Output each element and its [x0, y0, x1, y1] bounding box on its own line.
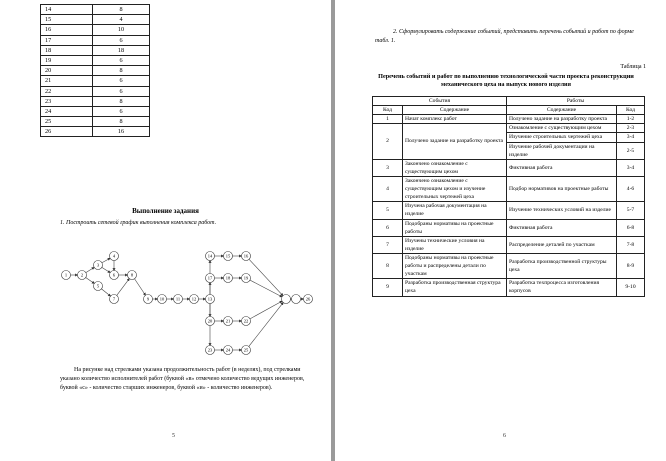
work-code-cell: 8-9	[617, 253, 645, 278]
work-content-cell: Изучение рабочей документации на изделие	[507, 142, 617, 159]
event-node	[292, 295, 301, 304]
event-node-label: 13	[207, 296, 213, 302]
event-node-label: 26	[305, 296, 311, 302]
table-row	[41, 106, 150, 116]
event-content-cell: Закончено ознакомление с существующим цехом и изучение строительных чертежей цеха	[403, 176, 507, 201]
task-1-text: 1. Построить сетевой график выполнения комплекса работ.	[60, 220, 217, 226]
event-content-cell: Подобраны нормативы на проектные работы	[403, 219, 507, 236]
table-row	[41, 55, 150, 65]
duration-cell: 6	[93, 35, 150, 45]
event-content-cell: Изучена рабочая документация на изделие	[403, 202, 507, 219]
event-code-cell: 1	[373, 115, 403, 124]
header-works: Работы	[507, 97, 645, 106]
work-arrow	[86, 278, 95, 284]
work-number-cell: 14	[41, 5, 93, 15]
work-content-cell: Фиктивная работа	[507, 219, 617, 236]
work-arrow	[249, 259, 283, 295]
work-number-cell: 18	[41, 45, 93, 55]
table-row	[41, 76, 150, 86]
work-content-cell: Подбор нормативов на проектные работы	[507, 176, 617, 201]
network-diagram	[60, 236, 330, 361]
work-number-cell: 23	[41, 96, 93, 106]
duration-cell: 6	[93, 106, 150, 116]
event-node-label: 2	[80, 272, 84, 278]
events-works-table	[372, 96, 645, 297]
work-code-cell: 3-4	[617, 133, 645, 142]
event-node-label: 7	[112, 296, 116, 302]
table-row	[41, 35, 150, 45]
work-arrow	[134, 279, 145, 296]
duration-cell: 6	[93, 76, 150, 86]
work-code-cell: 7-8	[617, 236, 645, 253]
work-code-cell: 6-8	[617, 219, 645, 236]
table-row	[373, 279, 645, 296]
work-content-cell: Изучение технических условий на изделие	[507, 202, 617, 219]
header-content-works: Содержание	[507, 106, 617, 115]
work-number-cell: 19	[41, 55, 93, 65]
work-code-cell: 1-2	[617, 115, 645, 124]
work-content-cell: Разработка техпроцесса изготовления корпусов	[507, 279, 617, 296]
work-number-cell: 22	[41, 86, 93, 96]
table-row	[373, 219, 645, 236]
event-node	[282, 295, 291, 304]
work-content-cell: Изучение строительных чертежей цеха	[507, 133, 617, 142]
work-arrow	[250, 280, 282, 297]
event-node-label: 15	[225, 253, 231, 259]
diagram-caption-paragraph: На рисунке над стрелками указана продолжительность работ (в неделях), под стрелками указано количество исполнителей работ (буквой «в» отмечено количество ведущих инженеров, буквой «с» - количество старших инженеров, буквой «и» - количество инженеров).	[60, 367, 305, 391]
event-code-cell: 2	[373, 124, 403, 159]
network-graph-svg	[60, 236, 330, 361]
work-arrow	[249, 303, 283, 347]
event-content-cell: Подобраны нормативы на проектные работы и распределены детали по участкам	[403, 253, 507, 278]
table-row	[41, 5, 150, 15]
work-code-cell: 2-5	[617, 142, 645, 159]
work-number-cell: 21	[41, 76, 93, 86]
work-content-cell: Ознакомление с существующим цехом	[507, 124, 617, 133]
work-code-cell: 4-6	[617, 176, 645, 201]
table-row	[41, 96, 150, 106]
work-arrow	[102, 258, 110, 263]
event-code-cell: 4	[373, 176, 403, 201]
table-title: Перечень событий и работ по выполнению технологической части проекта реконструкции механического цеха на выпуск нового изделия	[378, 73, 634, 89]
header-content: Содержание	[403, 106, 507, 115]
event-node-label: 23	[207, 347, 213, 353]
duration-cell: 4	[93, 15, 150, 25]
table-row	[373, 236, 645, 253]
duration-cell: 6	[93, 86, 150, 96]
event-code-cell: 5	[373, 202, 403, 219]
duration-cell: 8	[93, 117, 150, 127]
work-arrow	[86, 267, 94, 272]
event-content-cell: Разработка производственная структура цеха	[403, 279, 507, 296]
event-node-label: 5	[96, 283, 100, 289]
work-content-cell: Получено задание на разработку проекта	[507, 115, 617, 124]
table-row	[373, 176, 645, 201]
table-row	[41, 86, 150, 96]
work-number-cell: 17	[41, 35, 93, 45]
work-content-cell: Фиктивная работа	[507, 159, 617, 176]
event-node-label: 19	[243, 275, 249, 281]
table-row	[373, 159, 645, 176]
event-node-label: 21	[225, 318, 231, 324]
event-node-label: 8	[130, 272, 134, 278]
header-events: События	[373, 97, 507, 106]
duration-cell: 6	[93, 55, 150, 65]
duration-cell: 16	[93, 127, 150, 137]
table-row	[373, 253, 645, 278]
duration-cell: 8	[93, 5, 150, 15]
work-code-cell: 5-7	[617, 202, 645, 219]
work-content-cell: Разработка производственной структуры цеха	[507, 253, 617, 278]
work-code-cell: 9-10	[617, 279, 645, 296]
table-row	[41, 117, 150, 127]
left-page	[0, 0, 331, 461]
event-node-label: 22	[243, 318, 249, 324]
event-content-cell: Закончено ознакомление с существующим цехом	[403, 159, 507, 176]
section-title: Выполнение задания	[132, 207, 199, 215]
table-row	[373, 202, 645, 219]
work-arrow	[102, 267, 110, 272]
duration-cell: 18	[93, 45, 150, 55]
event-content-cell: Получено задание на разработку проекта	[403, 124, 507, 159]
work-code-cell: 2-3	[617, 124, 645, 133]
work-content-cell: Распределение деталей по участкам	[507, 236, 617, 253]
header-code: Код	[373, 106, 403, 115]
right-page	[335, 0, 666, 461]
event-node-label: 18	[225, 275, 231, 281]
page-number-left: 5	[172, 433, 175, 439]
page-number-right: 6	[503, 433, 506, 439]
table-row	[373, 124, 645, 133]
event-code-cell: 6	[373, 219, 403, 236]
event-node-label: 17	[207, 275, 213, 281]
event-code-cell: 3	[373, 159, 403, 176]
durations-table	[40, 4, 150, 137]
event-node-label: 25	[243, 347, 249, 353]
event-node-label: 14	[207, 253, 213, 259]
work-number-cell: 26	[41, 127, 93, 137]
header-code-works: Код	[617, 106, 645, 115]
event-node-label: 10	[159, 296, 165, 302]
event-code-cell: 8	[373, 253, 403, 278]
work-number-cell: 24	[41, 106, 93, 116]
table-row	[41, 25, 150, 35]
event-node-label: 16	[243, 253, 249, 259]
duration-cell: 8	[93, 96, 150, 106]
duration-cell: 8	[93, 66, 150, 76]
table-row	[41, 45, 150, 55]
work-number-cell: 15	[41, 15, 93, 25]
event-code-cell: 7	[373, 236, 403, 253]
duration-cell: 10	[93, 25, 150, 35]
event-node-label: 3	[96, 262, 100, 268]
table-row	[41, 127, 150, 137]
table-row	[373, 115, 645, 124]
event-content-cell: Начат комплекс работ	[403, 115, 507, 124]
event-node-label: 9	[146, 296, 150, 302]
event-node-label: 24	[225, 347, 231, 353]
table-label: Таблица 1	[620, 64, 646, 70]
work-arrow	[101, 289, 110, 296]
work-number-cell: 20	[41, 66, 93, 76]
event-code-cell: 9	[373, 279, 403, 296]
work-number-cell: 16	[41, 25, 93, 35]
event-node-label: 12	[191, 296, 197, 302]
event-node-label: 11	[175, 296, 181, 302]
task-2-text: 2. Сформулировать содержание событий, представить перечень событий и работ по форме табл. 1.	[375, 29, 634, 44]
table-row	[41, 66, 150, 76]
work-code-cell: 3-4	[617, 159, 645, 176]
event-node-label: 6	[112, 272, 116, 278]
table-row	[41, 15, 150, 25]
event-node-label: 20	[207, 318, 213, 324]
work-number-cell: 25	[41, 117, 93, 127]
work-arrow	[117, 279, 130, 296]
event-node-label: 1	[64, 272, 68, 278]
event-content-cell: Изучены технические условия на изделие	[403, 236, 507, 253]
event-node-label: 4	[112, 253, 116, 259]
